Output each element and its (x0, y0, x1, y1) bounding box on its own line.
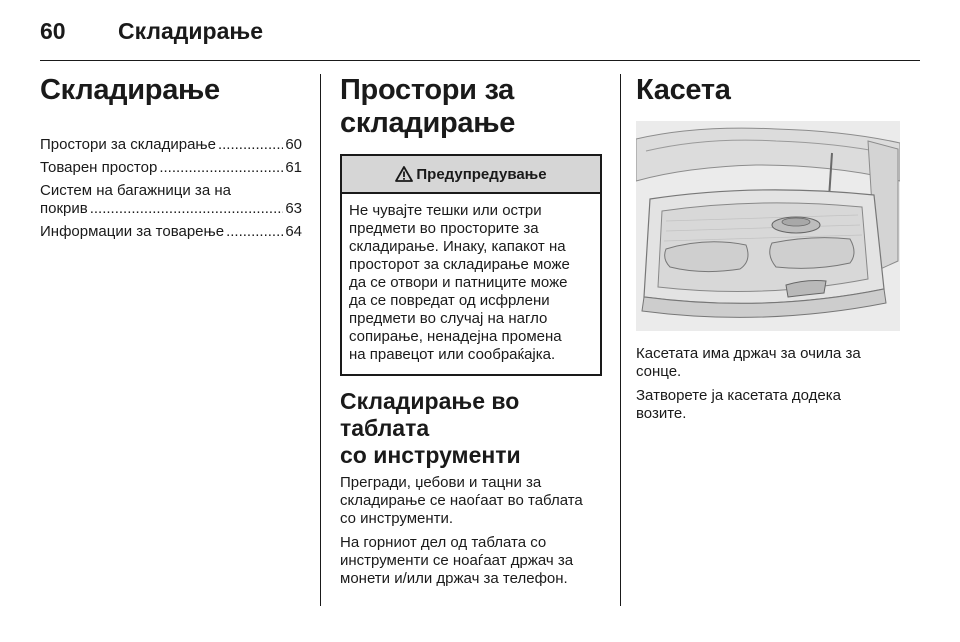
toc-label: Простори за складирање (40, 136, 216, 153)
left-column (40, 74, 302, 246)
toc-page: 60 (285, 136, 302, 153)
toc-item[interactable] (40, 159, 302, 177)
subsection-title (340, 388, 602, 469)
warning-line: да се повредат од исфрлени (349, 292, 550, 309)
warning-line: предмети во случај на нагло (349, 310, 548, 327)
column-divider-right (620, 74, 621, 606)
page-number: 60 (40, 18, 66, 44)
toc-leader (159, 159, 283, 177)
toc-leader (226, 223, 283, 241)
warning-line: да се отвори и патниците може (349, 274, 568, 291)
warning-header (342, 156, 600, 194)
toc-label-line2: покрив (40, 200, 88, 217)
warning-box (340, 154, 602, 376)
toc-label: Товарен простор (40, 159, 158, 176)
toc-page: 63 (285, 200, 302, 217)
toc-page: 61 (285, 159, 302, 176)
warning-line: Не чувајте тешки или остри (349, 202, 542, 219)
warning-line: сопирање, ненадејна промена (349, 328, 562, 345)
subsection-title-line2: со инструменти (340, 442, 521, 468)
glovebox-illustration (636, 121, 900, 331)
toc-label-line1: Систем на багажници за на (40, 182, 231, 199)
subsection-title-line1: Складирање во таблата (340, 388, 520, 441)
toc-item[interactable] (40, 223, 302, 241)
section-title-line1: Простори за (340, 74, 515, 106)
right-column (636, 74, 902, 423)
warning-text (342, 194, 600, 374)
warning-line: просторот за складирање може (349, 256, 570, 273)
page-header (40, 18, 920, 48)
paragraph: На горниот дел од таблата со инструменти се ноаѓаат држач за монети и/или држач за телефон. (340, 534, 574, 587)
warning-line: на правецот или сообраќајка. (349, 346, 556, 363)
header-rule (40, 60, 920, 61)
toc-label: Информации за товарење (40, 223, 225, 240)
toc-page: 64 (285, 223, 302, 240)
section-title (340, 74, 602, 140)
chapter-title: Складирање (40, 74, 220, 106)
glovebox-title: Касета (636, 74, 731, 106)
toc-leader (218, 136, 283, 154)
warning-line: складирање. Инаку, капакот на (349, 238, 566, 255)
toc-item[interactable] (40, 136, 302, 154)
running-title: Складирање (118, 18, 264, 44)
column-divider-left (320, 74, 321, 606)
warning-triangle-icon (395, 166, 413, 182)
middle-column (340, 74, 602, 588)
toc-leader (90, 200, 284, 218)
section-title-line2: складирање (340, 107, 516, 139)
paragraph: Затворете ја касетата додека возите. (636, 387, 841, 422)
paragraph: Прегради, џебови и тацни за складирање се наоѓаат во таблата со инструменти. (340, 474, 583, 527)
glovebox-drawing (636, 121, 900, 331)
warning-heading: Предупредување (416, 165, 547, 183)
warning-line: предмети во просторите за (349, 220, 539, 237)
paragraph: Касетата има држач за очила за сонце. (636, 345, 861, 380)
table-of-contents (40, 136, 302, 241)
toc-item[interactable] (40, 182, 302, 218)
